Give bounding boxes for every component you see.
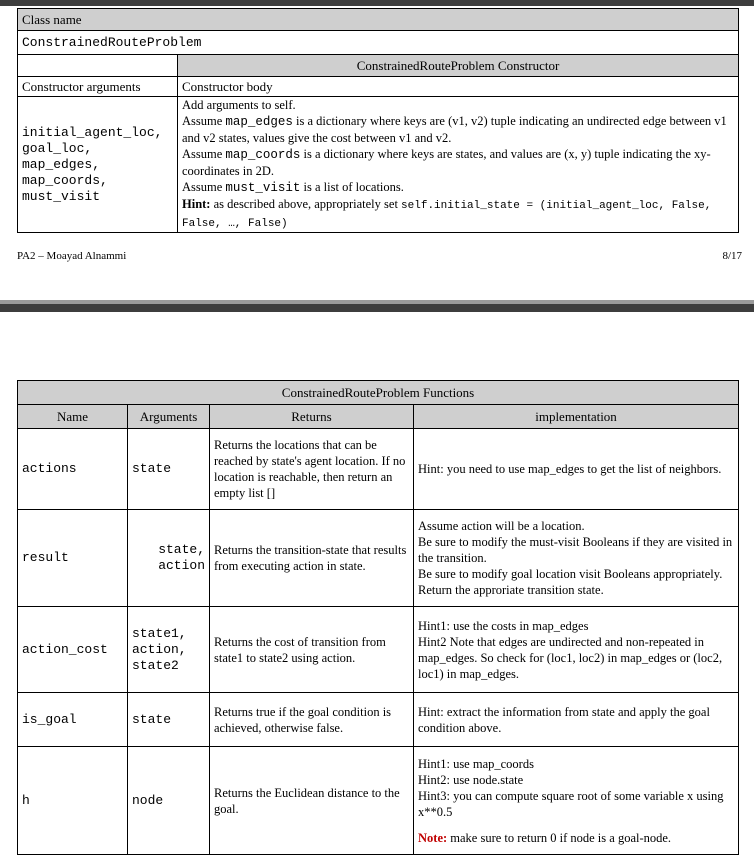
func-name: actions: [18, 429, 128, 510]
class-name-value: ConstrainedRouteProblem: [18, 31, 739, 55]
func-impl: [414, 429, 739, 510]
func-returns: Returns the cost of transition from state1 to state2 using action.: [210, 607, 414, 693]
impl-line: Assume action will be a location.: [418, 519, 585, 533]
col-header-name: Name: [18, 405, 128, 429]
func-args: node: [128, 747, 210, 855]
functions-title: ConstrainedRouteProblem Functions: [18, 381, 739, 405]
impl-line: Hint2: use node.state: [418, 772, 524, 787]
body-line-1: Add arguments to self.: [182, 98, 296, 112]
constructor-body: [178, 97, 739, 233]
func-name: h: [18, 747, 128, 855]
body-line-3: Assume map_coords is a dictionary where keys are states, and values are (x, y) tuple indicating the xy-coordinates in 2D.: [182, 147, 711, 178]
col-header-implementation: implementation: [414, 405, 739, 429]
constructor-args: [18, 97, 178, 233]
col-header-arguments: Arguments: [128, 405, 210, 429]
footer-author: PA2 – Moayad Alnammi: [17, 250, 127, 262]
func-name: action_cost: [18, 607, 128, 693]
table-row: [18, 747, 739, 855]
body-line-2: Assume map_edges is a dictionary where keys are (v1, v2) tuple indicating an undirected edge between v1 and v2 states, values give the cost between v1 and v2.: [182, 114, 727, 145]
func-returns: Returns the Euclidean distance to the goal.: [210, 747, 414, 855]
footer-page-number: 8/17: [722, 250, 742, 262]
impl-line: Return the approriate transition state.: [418, 583, 604, 597]
func-name: result: [18, 510, 128, 607]
arg-item: map_edges,: [22, 156, 101, 172]
impl-line: Hint: extract the information from state and apply the goal condition above.: [418, 704, 710, 735]
arg-item: initial_agent_loc,: [22, 124, 163, 140]
impl-line: Hint2 Note that edges are undirected and non-repeated in map_edges. So check for (loc1, loc2) in map_edges or (loc2, loc1) in map_edges.: [418, 634, 723, 681]
constructor-body-header: Constructor body: [178, 77, 739, 97]
table-row: [18, 693, 739, 747]
class-definition-table: [17, 8, 739, 233]
impl-line: Hint3: you can compute square root of some variable x using x**0.5: [418, 788, 724, 819]
arg-item: map_coords,: [22, 172, 108, 188]
table-row: [18, 429, 739, 510]
page-top-bar: [0, 0, 754, 6]
func-returns: Returns true if the goal condition is achieved, otherwise false.: [210, 693, 414, 747]
func-returns: Returns the locations that can be reached by state's agent location. If no location is reachable, then return an empty list []: [210, 429, 414, 510]
func-args: state, action: [128, 510, 210, 607]
constructor-title: ConstrainedRouteProblem Constructor: [178, 55, 739, 77]
impl-line: Be sure to modify the must-visit Booleans if they are visited in the transition.: [418, 535, 733, 565]
impl-line: Hint1: use map_coords: [418, 756, 534, 771]
func-impl: [414, 510, 739, 607]
impl-note: Note: make sure to return 0 if node is a goal-node.: [418, 830, 672, 845]
constructor-args-header: Constructor arguments: [18, 77, 178, 97]
func-name: is_goal: [18, 693, 128, 747]
body-hint: Hint: as described above, appropriately set self.initial_state = (initial_agent_loc, False, False, …, False): [182, 197, 712, 230]
col-header-returns: Returns: [210, 405, 414, 429]
table-row: [18, 510, 739, 607]
impl-line: Hint: you need to use map_edges to get the list of neighbors.: [418, 462, 722, 476]
func-args: state: [128, 693, 210, 747]
func-returns: Returns the transition-state that results from executing action in state.: [210, 510, 414, 607]
functions-table: [17, 380, 739, 855]
page-break-bar: [0, 304, 754, 312]
impl-line: Be sure to modify goal location visit Booleans appropriately.: [418, 567, 723, 581]
body-line-4: Assume must_visit is a list of locations.: [182, 180, 404, 195]
impl-line: Hint1: use the costs in map_edges: [418, 618, 589, 633]
func-args: state1, action, state2: [128, 607, 210, 693]
table-row: [18, 607, 739, 693]
arg-item: must_visit: [22, 188, 101, 204]
func-impl: [414, 693, 739, 747]
func-args: state: [128, 429, 210, 510]
class-name-label: Class name: [18, 9, 739, 31]
arg-item: goal_loc,: [22, 140, 93, 156]
func-impl: [414, 607, 739, 693]
func-impl: [414, 747, 739, 855]
